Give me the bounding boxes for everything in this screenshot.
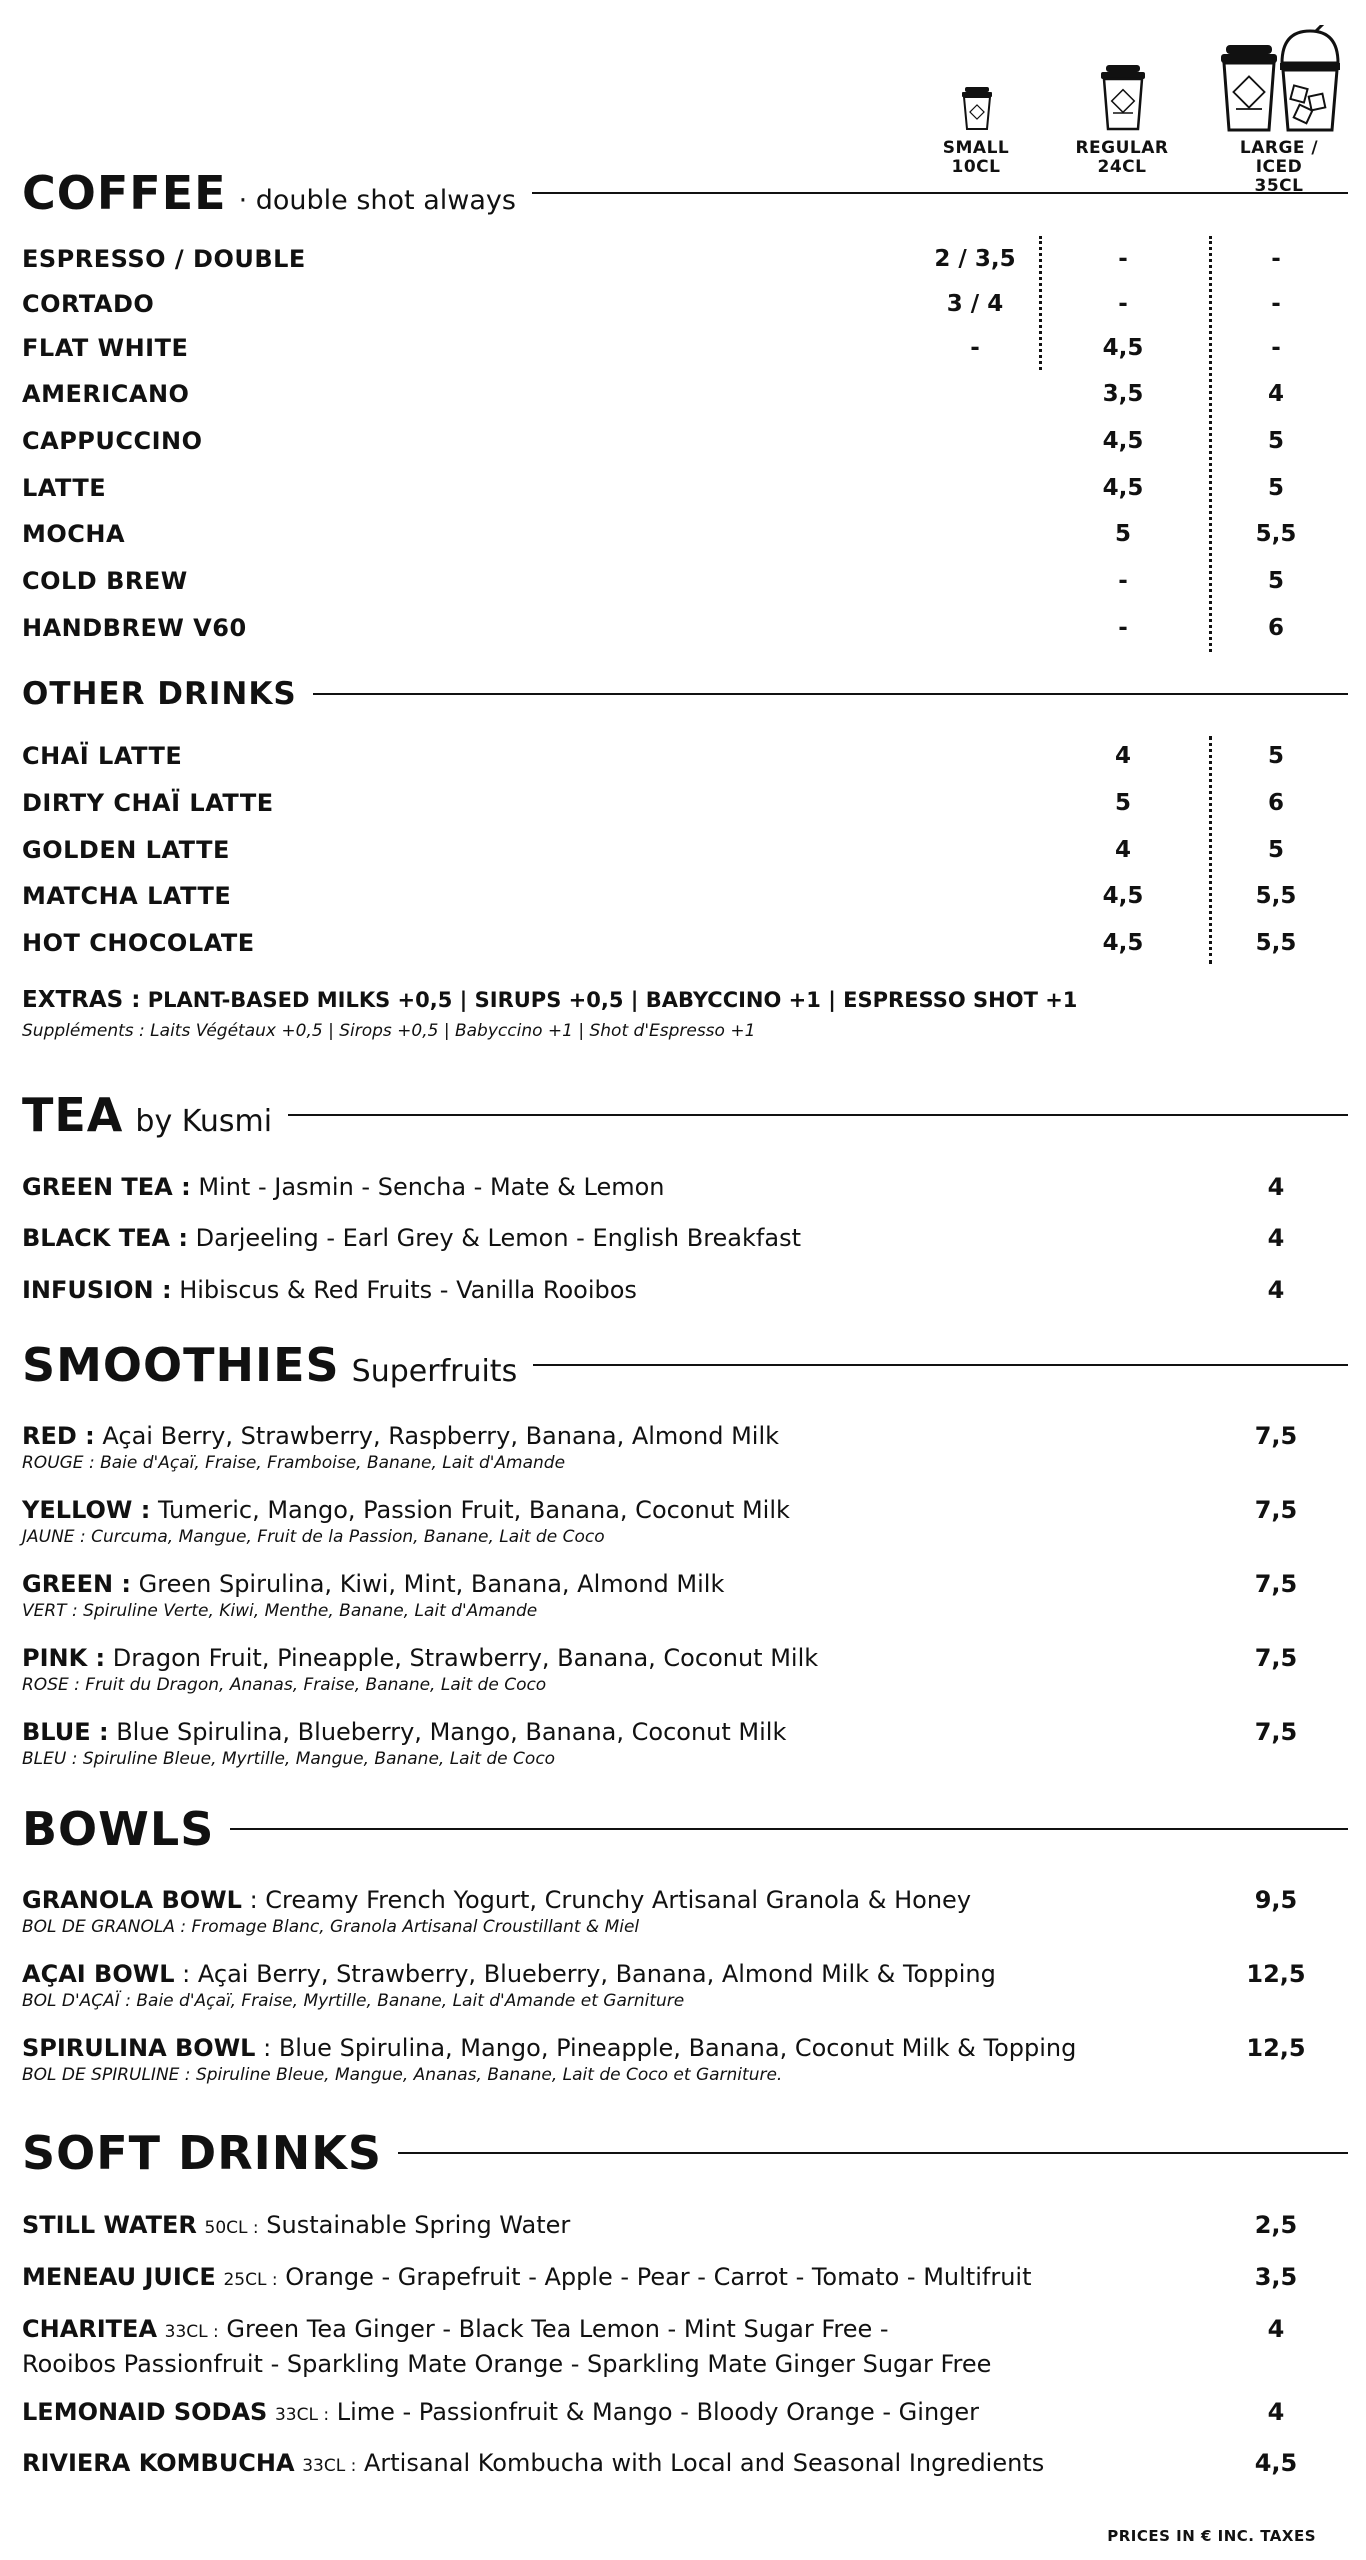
item-price: 4 [1267,1224,1285,1252]
price-regular: 4,5 [1102,883,1144,909]
heading-divider [288,1114,1348,1116]
drink-name: COLD BREW [22,567,188,595]
item-description: Sustainable Spring Water [266,2211,571,2239]
drink-name: CORTADO [22,290,155,318]
smoothie-item [22,1642,1348,1696]
item-french: ROUGE : Baie d'Açaï, Fraise, Framboise, Banane, Lait d'Amande [22,1453,566,1473]
heading-divider [230,1828,1348,1830]
drink-name: MATCHA LATTE [22,882,232,910]
item-price: 12,5 [1246,1960,1306,1988]
item-volume: 50CL : [204,2218,259,2238]
section-title: COFFEE [22,166,227,220]
item-label: AÇAI BOWL [22,1960,175,1988]
tea-item [22,1274,1348,1306]
item-description: Orange - Grapefruit - Apple - Pear - Carrot - Tomato - Multifruit [285,2263,1032,2291]
item-price: 4 [1267,1276,1285,1304]
item-label: GREEN : [22,1570,132,1598]
item-price: 9,5 [1254,1886,1298,1914]
item-price: 4 [1267,1173,1285,1201]
section-subtitle: · double shot always [238,185,516,216]
menu-row [22,421,1348,461]
item-price: 4 [1267,2398,1285,2426]
item-volume: 33CL : [164,2322,219,2342]
price-large: 5,5 [1255,521,1297,547]
price-regular: 5 [1114,521,1131,547]
item-price: 7,5 [1254,1496,1298,1524]
item-price: 7,5 [1254,1644,1298,1672]
smoothies-heading [22,1338,1348,1392]
item-description: : Blue Spirulina, Mango, Pineapple, Banana, Coconut Milk & Topping [263,2034,1077,2062]
menu-row [22,561,1348,601]
price-large: 6 [1267,790,1284,816]
item-label: PINK : [22,1644,106,1672]
item-french: BOL D'AÇAÏ : Baie d'Açaï, Fraise, Myrtille, Banane, Lait d'Amande et Garniture [22,1991,685,2011]
price-large: 4 [1267,381,1284,407]
other-drinks-heading [22,676,1348,712]
price-regular: - [1118,291,1128,317]
regular-cup-icon [1098,63,1148,131]
size-label-large-iced: LARGE / ICED 35CL [1239,138,1319,196]
item-label: YELLOW : [22,1496,151,1524]
item-label: BLACK TEA : [22,1224,189,1252]
item-label: RED : [22,1422,95,1450]
item-volume: 33CL : [274,2405,330,2425]
drink-name: DIRTY CHAÏ LATTE [22,789,274,817]
heading-divider [533,1364,1348,1366]
drink-name: HOT CHOCOLATE [22,929,255,957]
item-price: 2,5 [1254,2211,1298,2239]
item-description: Açai Berry, Strawberry, Raspberry, Banana, Almond Milk [102,1422,780,1450]
item-volume: 25CL : [223,2270,278,2290]
item-label: SPIRULINA BOWL [22,2034,256,2062]
drink-name: MOCHA [22,520,126,548]
price-large: 5 [1267,475,1284,501]
menu-row [22,239,1348,279]
menu-row [22,876,1348,916]
price-large: 5,5 [1255,930,1297,956]
price-large: - [1271,291,1281,317]
soft-drink-item [22,2313,1348,2380]
tea-item [22,1171,1348,1203]
menu-row [22,736,1348,776]
soft-drinks-heading [22,2126,1348,2180]
smoothie-item [22,1420,1348,1474]
bowl-item [22,1884,1348,1938]
price-regular: 4 [1114,743,1131,769]
section-title: SOFT DRINKS [22,2126,383,2180]
section-title: OTHER DRINKS [22,676,297,712]
item-french: VERT : Spiruline Verte, Kiwi, Menthe, Banane, Lait d'Amande [22,1601,538,1621]
item-volume: 33CL : [302,2456,357,2476]
menu-row [22,374,1348,414]
item-french: JAUNE : Curcuma, Mangue, Fruit de la Passion, Banane, Lait de Coco [22,1527,605,1547]
price-regular: - [1118,568,1128,594]
menu-row [22,783,1348,823]
item-french: BOL DE GRANOLA : Fromage Blanc, Granola Artisanal Croustillant & Miel [22,1917,640,1937]
price-large: - [1271,335,1281,361]
tea-item [22,1222,1348,1254]
item-french: BOL DE SPIRULINE : Spiruline Bleue, Mangue, Ananas, Banane, Lait de Coco et Garniture. [22,2065,783,2085]
menu-row [22,284,1348,324]
size-label-regular: REGULAR 24CL [1075,138,1169,177]
column-divider [1209,236,1212,652]
item-price: 7,5 [1254,1570,1298,1598]
menu-row [22,608,1348,648]
size-label-small: SMALL 10CL [942,138,1010,177]
drink-name: LATTE [22,474,107,502]
item-description-continued: Rooibos Passionfruit - Sparkling Mate Orange - Sparkling Mate Ginger Sugar Free [22,2350,992,2378]
price-regular: 4,5 [1102,428,1144,454]
item-label: CHARITEA [22,2315,158,2343]
menu-row [22,514,1348,554]
price-regular: 3,5 [1102,381,1144,407]
item-description: Lime - Passionfruit & Mango - Bloody Orange - Ginger [336,2398,980,2426]
drink-name: FLAT WHITE [22,334,189,362]
extras-label: EXTRAS : [22,987,141,1013]
price-small: 3 / 4 [946,291,1004,317]
item-price: 7,5 [1254,1422,1298,1450]
price-regular: - [1118,615,1128,641]
item-label: STILL WATER [22,2211,197,2239]
item-price: 3,5 [1254,2263,1298,2291]
prices-footnote: PRICES IN € INC. TAXES [1107,2527,1316,2545]
item-label: MENEAU JUICE [22,2263,216,2291]
item-description: : Creamy French Yogurt, Crunchy Artisanal Granola & Honey [249,1886,972,1914]
soft-drink-item [22,2447,1348,2482]
price-regular: 4,5 [1102,335,1144,361]
price-small: - [970,335,980,361]
price-regular: 4,5 [1102,475,1144,501]
item-price: 7,5 [1254,1718,1298,1746]
price-regular: 4 [1114,837,1131,863]
section-subtitle: Superfruits [351,1354,518,1389]
item-french: ROSE : Fruit du Dragon, Ananas, Fraise, Banane, Lait de Coco [22,1675,547,1695]
item-description: Green Tea Ginger - Black Tea Lemon - Mint Sugar Free - [226,2315,889,2343]
section-subtitle: by Kusmi [135,1104,273,1139]
price-regular: - [1118,246,1128,272]
item-description: Hibiscus & Red Fruits - Vanilla Rooibos [179,1276,637,1304]
item-label: GRANOLA BOWL [22,1886,242,1914]
small-cup-icon [960,85,994,131]
large-cup-and-iced-cup-icon [1218,25,1348,133]
smoothie-item [22,1716,1348,1770]
smoothie-item [22,1494,1348,1548]
section-title: BOWLS [22,1802,215,1856]
drink-name: GOLDEN LATTE [22,836,230,864]
drink-name: ESPRESSO / DOUBLE [22,245,306,273]
price-large: 5 [1267,428,1284,454]
heading-divider [532,192,1348,194]
item-label: GREEN TEA : [22,1173,191,1201]
menu-row [22,328,1348,368]
price-large: 5,5 [1255,883,1297,909]
section-title: SMOOTHIES [22,1338,340,1392]
extras-text: PLANT-BASED MILKS +0,5 | SIRUPS +0,5 | BABYCCINO +1 | ESPRESSO SHOT +1 [147,988,1078,1012]
menu-row [22,468,1348,508]
price-large: 5 [1267,568,1284,594]
soft-drink-item [22,2261,1348,2296]
menu-row [22,830,1348,870]
heading-divider [398,2152,1348,2154]
price-small: 2 / 3,5 [934,246,1016,272]
item-price: 4 [1267,2315,1285,2343]
drink-name: CAPPUCCINO [22,427,203,455]
item-description: Darjeeling - Earl Grey & Lemon - English Breakfast [195,1224,801,1252]
item-label: RIVIERA KOMBUCHA [22,2449,295,2477]
bowl-item [22,1958,1348,2012]
item-description: : Açai Berry, Strawberry, Blueberry, Banana, Almond Milk & Topping [182,1960,996,1988]
price-large: 6 [1267,615,1284,641]
bowls-heading [22,1802,1348,1856]
heading-divider [313,693,1348,695]
coffee-heading [22,166,1348,220]
item-label: INFUSION : [22,1276,172,1304]
item-description: Green Spirulina, Kiwi, Mint, Banana, Almond Milk [138,1570,725,1598]
price-large: - [1271,246,1281,272]
drink-name: HANDBREW V60 [22,614,247,642]
drink-name: AMERICANO [22,380,190,408]
soft-drink-item [22,2209,1348,2244]
item-description: Dragon Fruit, Pineapple, Strawberry, Banana, Coconut Milk [112,1644,819,1672]
item-label: BLUE : [22,1718,109,1746]
tea-heading [22,1088,1348,1142]
item-price: 12,5 [1246,2034,1306,2062]
price-regular: 5 [1114,790,1131,816]
smoothie-item [22,1568,1348,1622]
price-large: 5 [1267,837,1284,863]
item-description: Artisanal Kombucha with Local and Seasonal Ingredients [363,2449,1045,2477]
item-label: LEMONAID SODAS [22,2398,268,2426]
section-title: TEA [22,1088,124,1142]
item-french: BLEU : Spiruline Bleue, Myrtille, Mangue, Banane, Lait de Coco [22,1749,556,1769]
price-large: 5 [1267,743,1284,769]
price-regular: 4,5 [1102,930,1144,956]
menu-row [22,923,1348,963]
soft-drink-item [22,2396,1348,2431]
drink-name: CHAÏ LATTE [22,742,183,770]
item-description: Blue Spirulina, Blueberry, Mango, Banana, Coconut Milk [116,1718,787,1746]
column-divider [1039,236,1042,370]
extras-line [22,985,1077,1015]
bowl-item [22,2032,1348,2086]
extras-french: Suppléments : Laits Végétaux +0,5 | Sirops +0,5 | Babyccino +1 | Shot d'Espresso +1 [22,1021,756,1041]
item-description: Tumeric, Mango, Passion Fruit, Banana, Coconut Milk [157,1496,790,1524]
item-description: Mint - Jasmin - Sencha - Mate & Lemon [198,1173,665,1201]
item-price: 4,5 [1254,2449,1298,2477]
column-divider [1209,736,1212,964]
